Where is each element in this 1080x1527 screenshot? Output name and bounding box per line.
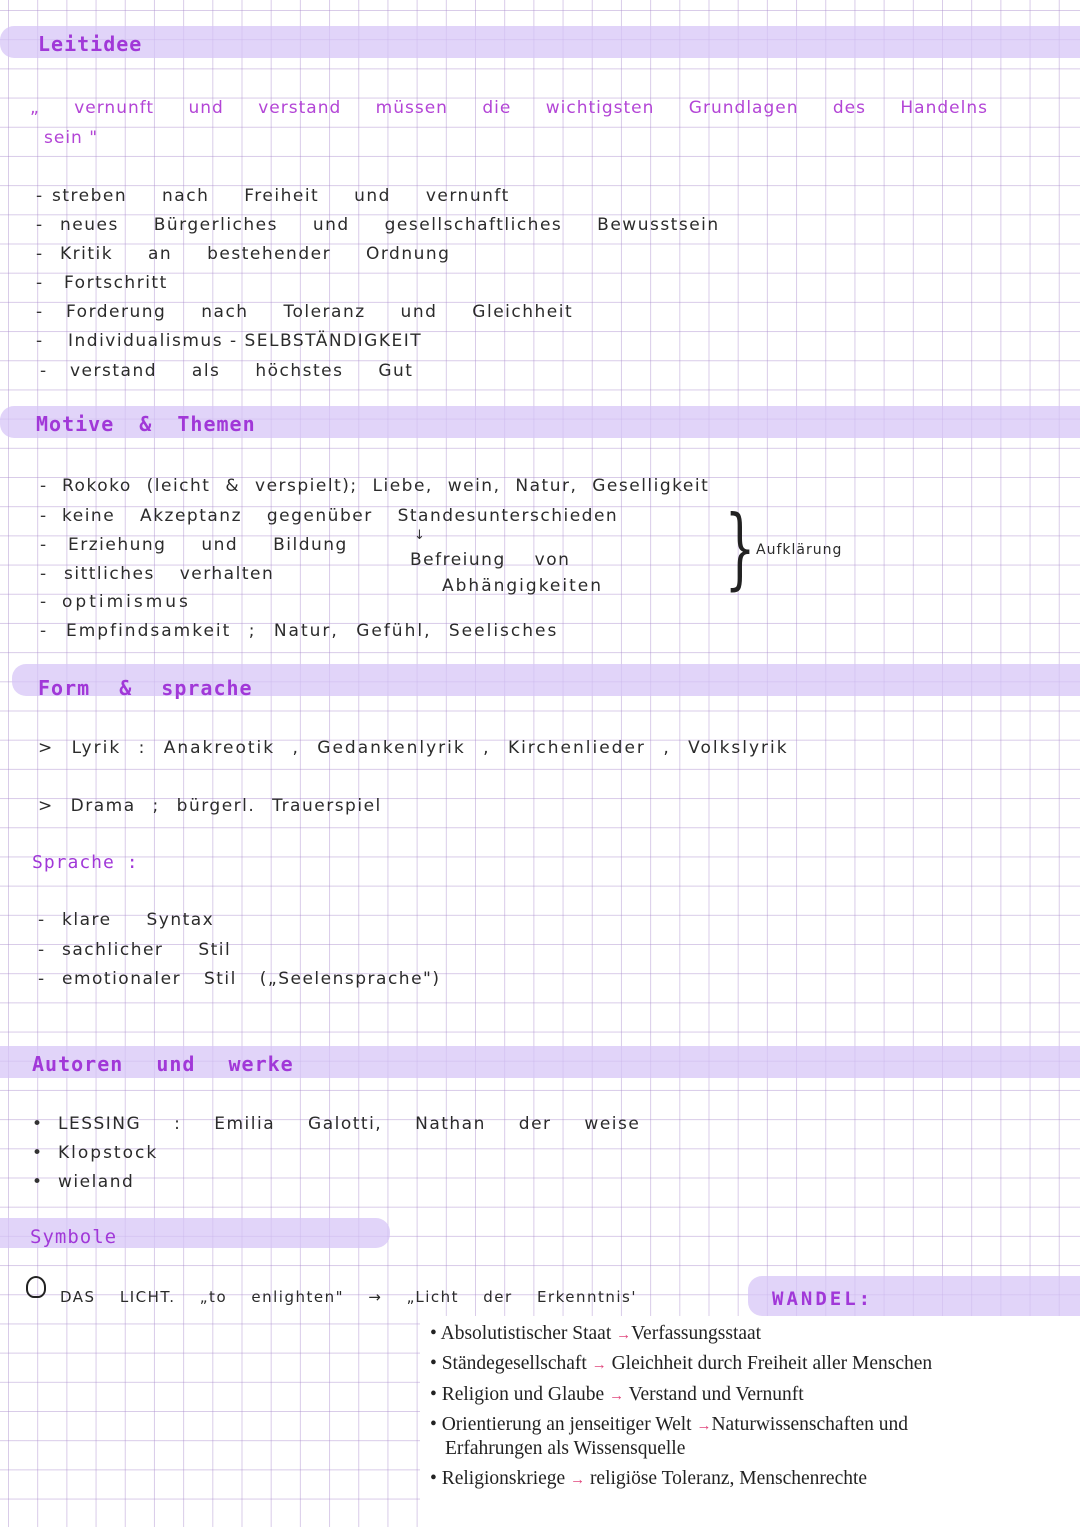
list-item: sittliches verhalten [64, 564, 275, 584]
list-item: Klopstock [58, 1143, 159, 1163]
arrow-right-icon: → [570, 1472, 586, 1488]
list-bullet: • [32, 1143, 43, 1163]
list-dash: - [40, 592, 47, 612]
list-item: optimismus [62, 592, 191, 612]
list-dash: - [40, 564, 47, 584]
wandel-to: religiöse Toleranz, Menschenrechte [589, 1468, 868, 1489]
wandel-to: Naturwissenschaften und [711, 1414, 909, 1435]
list-item: keine Akzeptanz gegenüber Standesunterschieden [62, 506, 619, 526]
leitidee-title: Leitidee [38, 32, 143, 56]
list-item: Erziehung und Bildung [68, 535, 348, 555]
wandel-to: Gleichheit durch Freiheit aller Menschen [611, 1353, 933, 1374]
list-item: wieland [58, 1172, 135, 1192]
side-note-line2: Abhängigkeiten [442, 576, 604, 596]
list-dash: - [38, 940, 45, 960]
lightbulb-icon [26, 1276, 46, 1298]
list-item: Forderung nach Toleranz und Gleichheit [66, 302, 574, 322]
wandel-from: Religion und Glaube [441, 1384, 605, 1405]
arrow-right-icon: → [616, 1327, 632, 1343]
symbole-licht-line: DAS LICHT. „to enlighten" → „Licht der Erkenntnis' [60, 1288, 637, 1306]
list-dash: - [40, 361, 47, 381]
list-dash: - [40, 506, 47, 526]
list-item: klare Syntax [62, 910, 215, 930]
list-dash: - [38, 969, 45, 989]
list-item: sachlicher Stil [62, 940, 232, 960]
wandel-item: • Ständegesellschaft → Gleichheit durch Freiheit aller Menschen [430, 1353, 933, 1374]
list-dash: - [36, 186, 43, 206]
wandel-from: Absolutistischer Staat [440, 1323, 612, 1344]
wandel-item: • Religionskriege → religiöse Toleranz, Menschenrechte [430, 1468, 868, 1489]
side-note-line1: Befreiung von [410, 550, 571, 570]
autoren-title: Autoren und werke [32, 1052, 294, 1076]
leitidee-header-band [0, 26, 1080, 58]
list-item: neues Bürgerliches und gesellschaftliches Bewusstsein [60, 215, 720, 235]
leitidee-quote-line2: sein " [44, 128, 99, 148]
symbole-title: Symbole [30, 1226, 118, 1248]
sprache-label: Sprache : [32, 852, 139, 873]
list-dash: - [36, 302, 43, 322]
right-brace-icon: } [724, 496, 756, 599]
list-dash: - [40, 621, 47, 641]
form-title: Form & sprache [38, 676, 253, 700]
brace-label: Aufklärung [756, 542, 843, 558]
leitidee-quote-line1: „ vernunft und verstand müssen die wichtigsten Grundlagen des Handelns [30, 98, 988, 118]
wandel-item: • Absolutistischer Staat →Verfassungsstaat [430, 1323, 762, 1344]
wandel-to: Verstand und Vernunft [628, 1384, 804, 1405]
arrow-right-icon: → [696, 1418, 712, 1434]
list-item: verstand als höchstes Gut [70, 361, 414, 381]
wandel-from: Religionskriege [441, 1468, 566, 1489]
list-dash: - [36, 244, 43, 264]
wandel-from: Ständegesellschaft [441, 1353, 587, 1374]
wandel-item: • Orientierung an jenseitiger Welt →Naturwissenschaften und [430, 1414, 909, 1435]
wandel-item-continuation: Erfahrungen als Wissensquelle [445, 1438, 686, 1459]
list-dash: - [40, 535, 47, 555]
list-dash: - [36, 273, 43, 293]
list-item: Rokoko (leicht & verspielt); Liebe, wein, Natur, Geselligkeit [62, 476, 710, 496]
list-item: emotionaler Stil („Seelensprache") [62, 969, 441, 989]
list-item: LESSING : Emilia Galotti, Nathan der weise [58, 1114, 641, 1134]
list-dash: - [36, 331, 43, 351]
list-dash: - [40, 476, 47, 496]
lyrik-line: > Lyrik : Anakreotik , Gedankenlyrik , Kirchenlieder , Volkslyrik [38, 738, 789, 758]
list-dash: - [36, 215, 43, 235]
list-bullet: • [32, 1172, 43, 1192]
list-dash: - [38, 910, 45, 930]
list-item: Individualismus - SELBSTÄNDIGKEIT [68, 331, 423, 351]
list-item: Kritik an bestehender Ordnung [60, 244, 451, 264]
list-item: streben nach Freiheit und vernunft [52, 186, 510, 206]
list-item: Fortschritt [64, 273, 168, 293]
arrow-right-icon: → [591, 1357, 607, 1373]
motive-title: Motive & Themen [36, 412, 256, 436]
wandel-to: Verfassungsstaat [631, 1323, 762, 1344]
arrow-right-icon: → [609, 1388, 625, 1404]
list-item: Empfindsamkeit ; Natur, Gefühl, Seelisches [66, 621, 559, 641]
drama-line: > Drama ; bürgerl. Trauerspiel [38, 796, 382, 816]
list-bullet: • [32, 1114, 43, 1134]
down-arrow-icon: ↓ [414, 528, 425, 543]
wandel-title: WANDEL: [772, 1288, 874, 1310]
wandel-item: • Religion und Glaube → Verstand und Vernunft [430, 1384, 804, 1405]
wandel-from: Orientierung an jenseitiger Welt [441, 1414, 692, 1435]
